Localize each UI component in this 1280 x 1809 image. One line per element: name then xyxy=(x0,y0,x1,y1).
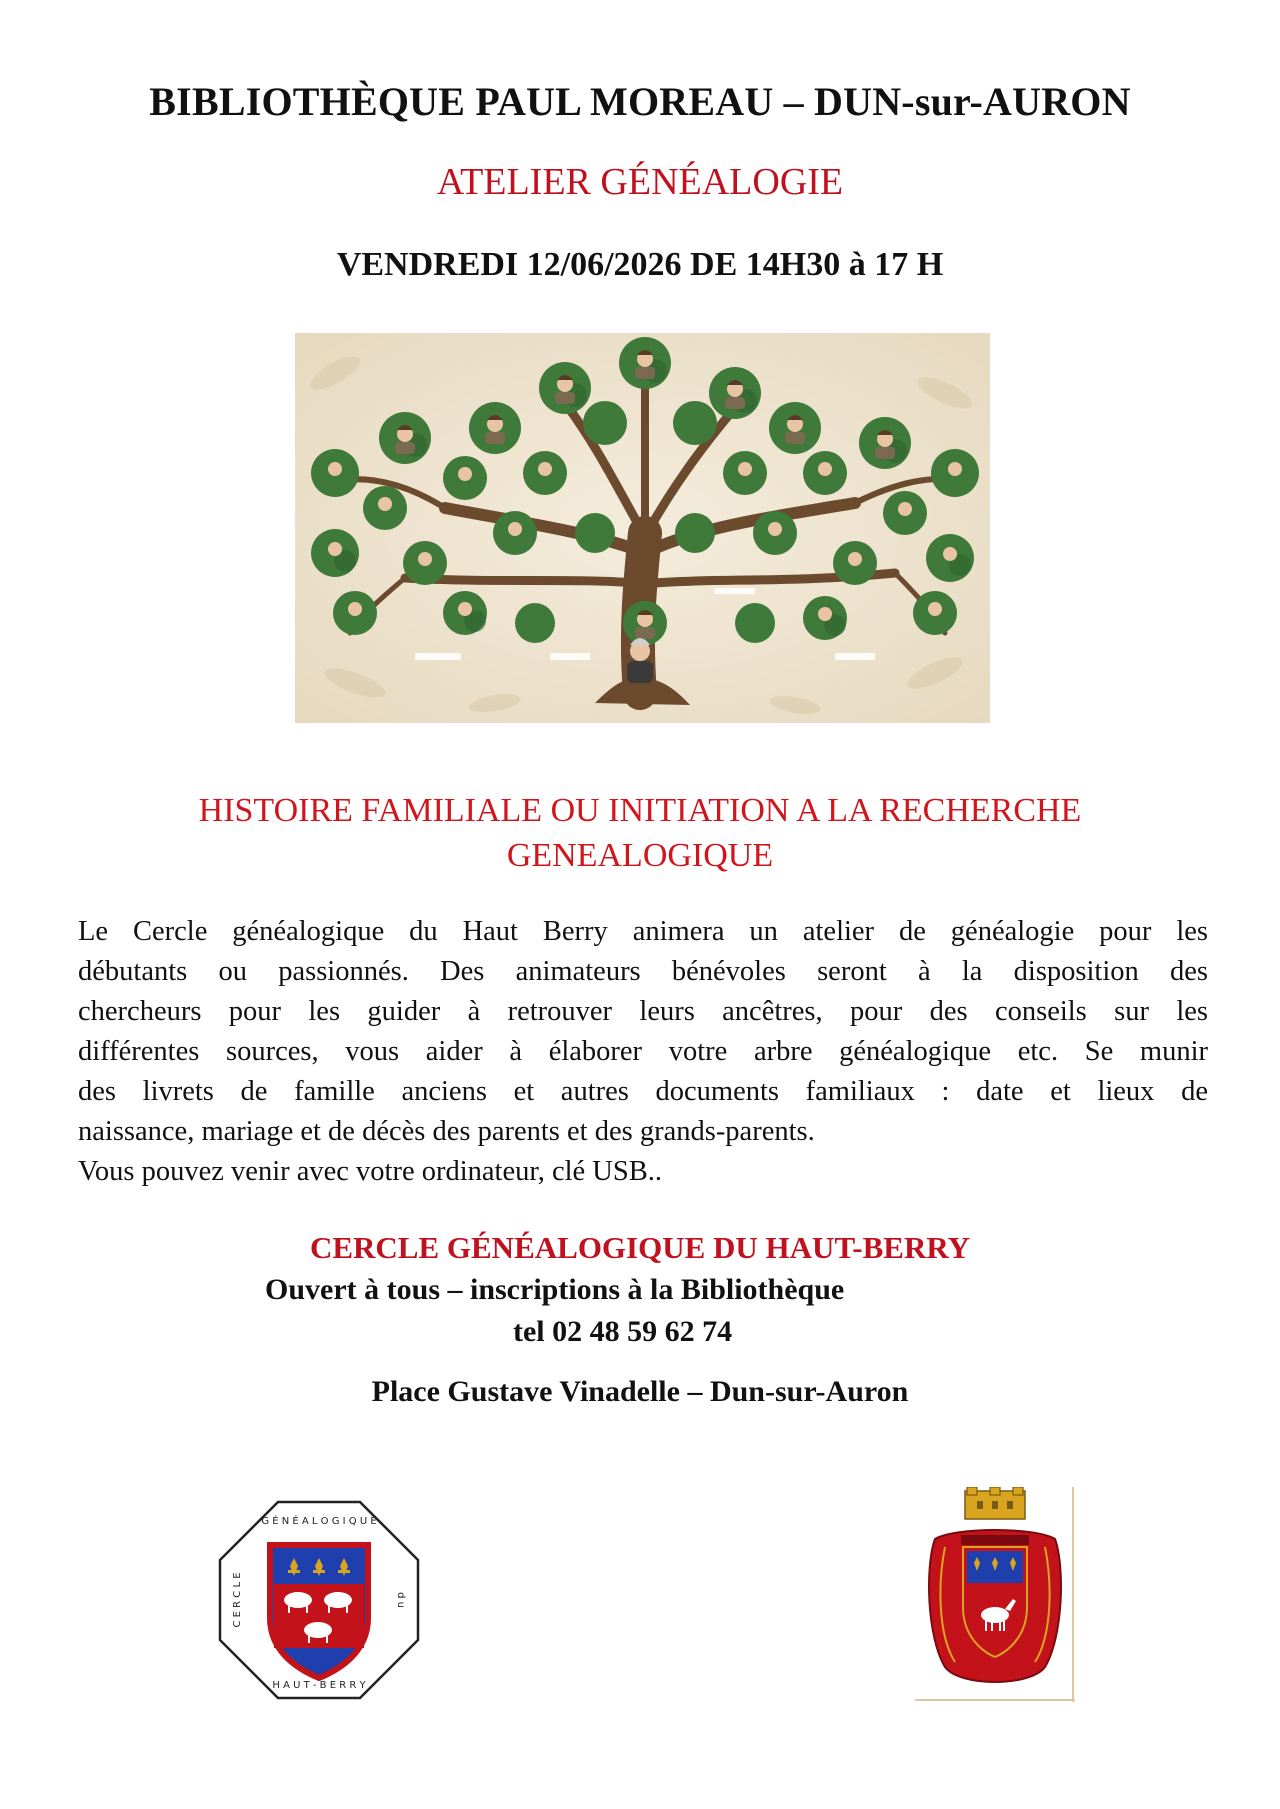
family-tree-illustration xyxy=(295,333,990,723)
subtitle-line-2: GENEALOGIQUE xyxy=(506,837,774,874)
registration-info: Ouvert à tous – inscriptions à la Bibliothèque xyxy=(265,1273,845,1306)
description-line: des livrets de famille anciens et autres documents familiaux : date et lieux de xyxy=(78,1076,1208,1107)
description-line: débutants ou passionnés. Des animateurs bénévoles seront à la disposition des xyxy=(78,956,1208,987)
coat-of-arms-icon xyxy=(915,1487,1075,1702)
svg-text:C E R C L E: C E R C L E xyxy=(232,1572,243,1628)
subtitle-line-1: HISTOIRE FAMILIALE OU INITIATION A LA RECHERCHE xyxy=(198,792,1082,829)
organization-name: CERCLE GÉNÉALOGIQUE DU HAUT-BERRY xyxy=(309,1230,971,1265)
svg-text:G É N É A L O G I Q U E: G É N É A L O G I Q U E xyxy=(261,1516,377,1527)
description-line: différentes sources, vous aider à élaborer votre arbre généalogique etc. Se munir xyxy=(78,1036,1208,1067)
description-line: chercheurs pour les guider à retrouver leurs ancêtres, pour des conseils sur les xyxy=(78,996,1208,1027)
phone-number: tel 02 48 59 62 74 xyxy=(513,1315,733,1348)
svg-text:d u: d u xyxy=(395,1592,406,1608)
description-line: Vous pouvez venir avec votre ordinateur, clé USB.. xyxy=(78,1156,662,1187)
description-paragraph xyxy=(78,912,1208,1192)
workshop-title: ATELIER GÉNÉALOGIE xyxy=(436,161,844,203)
library-title: BIBLIOTHÈQUE PAUL MOREAU – DUN-sur-AURON xyxy=(149,79,1131,124)
description-line: Le Cercle généalogique du Haut Berry animera un atelier de généalogie pour les xyxy=(78,916,1208,947)
address: Place Gustave Vinadelle – Dun-sur-Auron xyxy=(371,1375,909,1408)
description-line: naissance, mariage et de décès des parents et des grands-parents. xyxy=(78,1116,815,1147)
event-date: VENDREDI 12/06/2026 DE 14H30 à 17 H xyxy=(336,246,944,283)
cercle-genealogique-logo xyxy=(218,1500,420,1700)
svg-text:H A U T - B E R R Y: H A U T - B E R R Y xyxy=(272,1680,366,1691)
